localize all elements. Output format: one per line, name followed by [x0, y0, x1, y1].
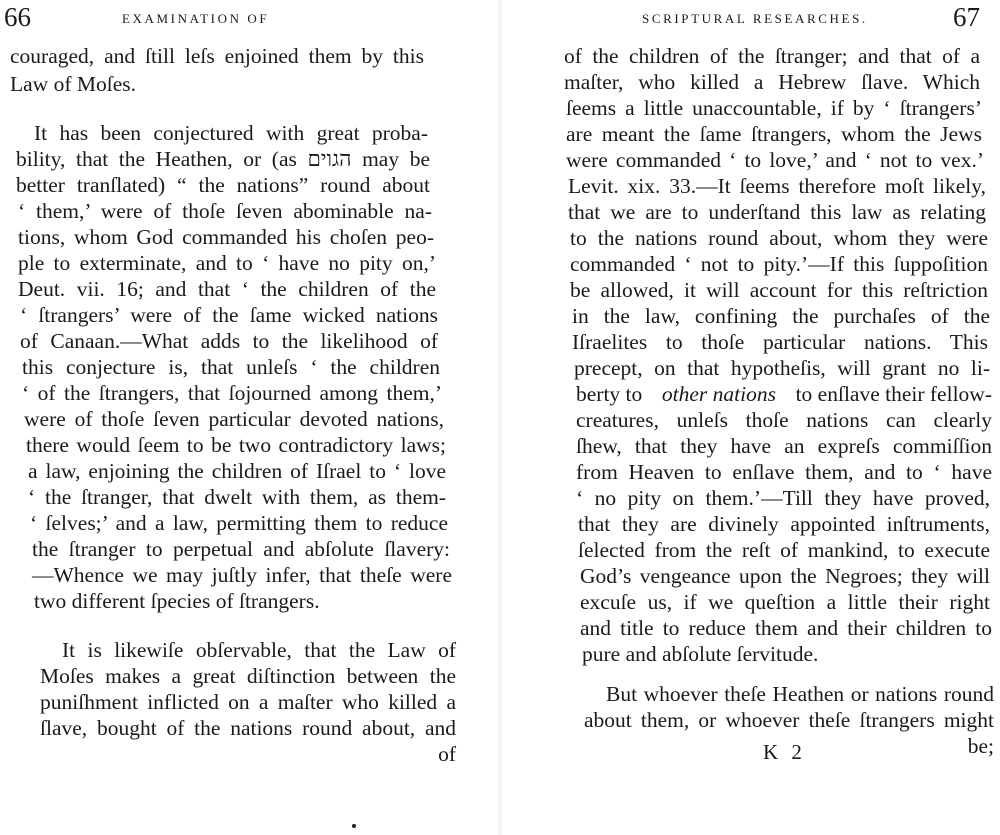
- text-line: excuſe us, if we queſtion a little their right: [580, 590, 990, 614]
- text-line: better tranſlated) “ the nations” round about: [16, 173, 430, 197]
- text-line-with-italic: [576, 380, 992, 408]
- text-line: ‘ no pity on them.’—Till they have proved,: [576, 486, 990, 510]
- text-line: ‘ ſtrangers’ were of the ſame wicked nations: [20, 303, 438, 327]
- text-line: of Canaan.—What adds to the likelihood of: [20, 329, 438, 353]
- text-line: be allowed, it will account for this reſtriction: [570, 278, 988, 302]
- text-segment: berty to: [576, 382, 643, 406]
- text-line: a law, enjoining the children of Iſrael to ‘ love: [28, 459, 446, 483]
- text-line: maſter, who killed a Hebrew ſlave. Which: [564, 70, 980, 94]
- text-line: commanded ‘ not to pity.’—If this ſuppoſition: [570, 252, 988, 276]
- italic-phrase: other nations: [661, 382, 776, 406]
- text-line: two different ſpecies of ſtrangers.: [34, 589, 320, 613]
- running-head: SCRIPTURAL RESEARCHES.: [642, 11, 868, 26]
- text-line: Levit. xix. 33.—It ſeems therefore moſt likely,: [568, 174, 986, 198]
- text-line: ple to exterminate, and to ‘ have no pity on,’: [18, 251, 436, 275]
- running-head: EXAMINATION OF: [122, 11, 270, 26]
- text-line: tions, whom God commanded his choſen peo-: [18, 225, 434, 249]
- text-line: puniſhment inflicted on a maſter who killed a: [40, 690, 456, 714]
- text-line: ſeems a little unaccountable, if by ‘ ſtrangers’: [566, 96, 982, 120]
- text-line: God’s vengeance upon the Negroes; they will: [580, 564, 990, 588]
- text-line: —Whence we may juſtly infer, that theſe were: [32, 563, 452, 587]
- text-line: It is likewiſe obſervable, that the Law of: [62, 638, 456, 662]
- text-line: ‘ them,’ were of thoſe ſeven abominable na-: [18, 199, 432, 223]
- text-line: But whoever theſe Heathen or nations round: [606, 682, 994, 706]
- text-line: are meant the ſame ſtrangers, whom the Jews: [566, 122, 982, 146]
- text-line: bility, that the Heathen, or (as הגוים may be: [16, 147, 430, 171]
- text-line: ſhew, that they have an expreſs commiſſion: [576, 434, 992, 458]
- text-line: precept, on that hypotheſis, will grant no li-: [574, 356, 990, 380]
- page-number: 67: [953, 2, 980, 32]
- text-line: in the law, confining the purchaſes of the: [572, 304, 990, 328]
- catchword: be;: [967, 734, 994, 758]
- page-number: 66: [4, 2, 31, 32]
- ink-speck: [352, 824, 356, 828]
- text-line: ‘ of the ſtrangers, that ſojourned among them,’: [22, 381, 442, 405]
- catchword: of: [438, 742, 456, 766]
- text-line: pure and abſolute ſervitude.: [582, 642, 819, 666]
- text-line: this conjecture is, that unleſs ‘ the children: [22, 355, 440, 379]
- text-line: ‘ the ſtranger, that dwelt with them, as them-: [28, 485, 446, 509]
- text-line: Moſes makes a great diſtinction between the: [40, 664, 456, 688]
- text-line: Iſraelites to thoſe particular nations. This: [572, 330, 988, 354]
- text-line: were commanded ‘ to love,’ and ‘ not to vex.’: [566, 148, 984, 172]
- text-line: to the nations round about, whom they were: [570, 226, 988, 250]
- right-page: [500, 0, 1000, 835]
- text-line: Law of Moſes.: [10, 72, 136, 96]
- text-line: from Heaven to enſlave them, and to ‘ have: [576, 460, 992, 484]
- text-line: about them, or whoever theſe ſtrangers might: [584, 708, 994, 732]
- text-line: that we are to underſtand this law as relating: [568, 200, 986, 224]
- text-line: were of thoſe ſeven particular devoted nations,: [24, 407, 444, 431]
- text-line: the ſtranger to perpetual and abſolute ſlavery:: [32, 537, 450, 561]
- text-line: ſlave, bought of the nations round about, and: [40, 716, 456, 740]
- text-line: ſelected from the reſt of mankind, to execute: [578, 538, 990, 562]
- text-line: Deut. vii. 16; and that ‘ the children of the: [18, 277, 436, 301]
- text-line: creatures, unleſs thoſe nations can clearly: [576, 408, 992, 432]
- text-line: and title to reduce them and their children to: [580, 616, 992, 640]
- text-line: that they are divinely appointed inſtruments,: [578, 512, 990, 536]
- text-line: ‘ ſelves;’ and a law, permitting them to reduce: [30, 511, 448, 535]
- text-line: there would ſeem to be two contradictory laws;: [26, 433, 446, 457]
- text-line: of the children of the ſtranger; and that of a: [564, 44, 980, 68]
- signature-mark: K 2: [763, 740, 806, 764]
- text-line: couraged, and ſtill leſs enjoined them by this: [10, 44, 424, 68]
- text-line: It has been conjectured with great proba-: [34, 121, 428, 145]
- text-segment: to enſlave their fellow-: [795, 382, 992, 406]
